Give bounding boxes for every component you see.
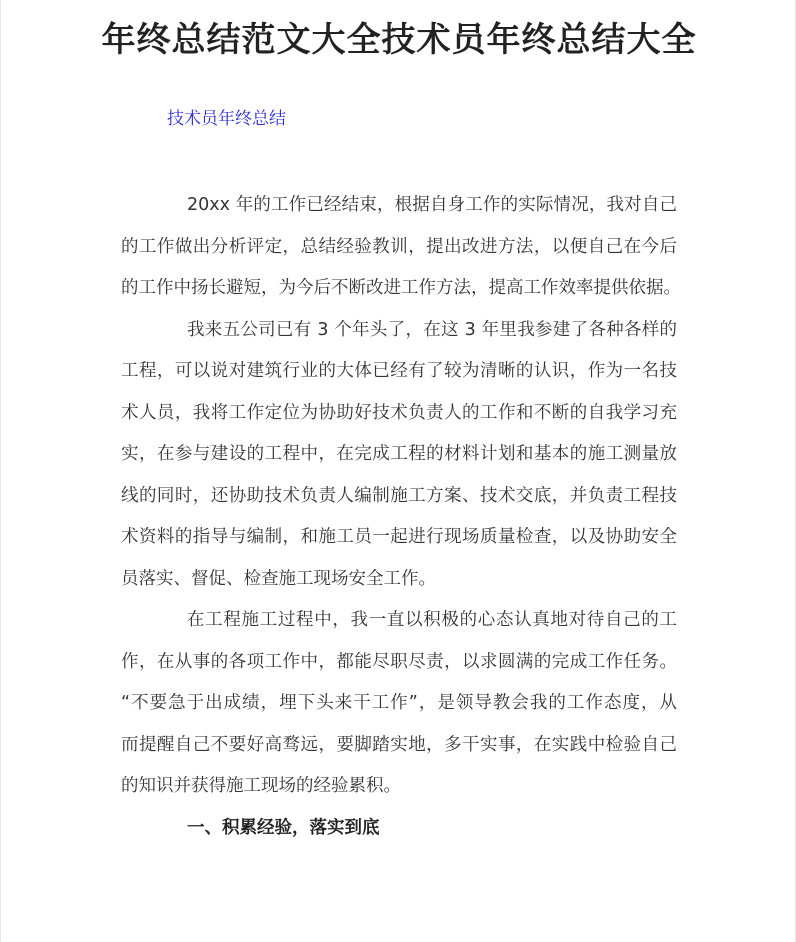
paragraph-line: 员落实、督促、检查施工现场安全工作。 xyxy=(121,568,436,589)
document-subtitle: 技术员年终总结 xyxy=(167,109,286,129)
document-title: 年终总结范文大全技术员年终总结大全 xyxy=(101,20,697,60)
paragraph-line: 术资料的指导与编制，和施工员一起进行现场质量检查，以及协助安全 xyxy=(121,527,677,547)
paragraph-line: 作，在从事的各项工作中，都能尽职尽责，以求圆满的完成工作任务。 xyxy=(121,651,677,672)
paragraph-line: “不要急于出成绩，埋下头来干工作”，是领导教会我的工作态度，从 xyxy=(121,693,677,713)
paragraph-line: 而提醒自己不要好高骛远，要脚踏实地，多干实事，在实践中检验自己 xyxy=(121,734,677,755)
paragraph-line: 工程，可以说对建筑行业的大体已经有了较为清晰的认识，作为一名技 xyxy=(121,361,677,381)
paragraph-line: 的知识并获得施工现场的经验累积。 xyxy=(121,776,401,796)
paragraph-line: 线的同时，还协助技术负责人编制施工方案、技术交底，并负责工程技 xyxy=(121,485,677,506)
paragraph-line: 实，在参与建设的工程中，在完成工程的材料计划和基本的施工测量放 xyxy=(121,444,677,464)
document-body xyxy=(121,185,681,849)
paragraph-line: 在工程施工过程中，我一直以积极的心态认真地对待自己的工 xyxy=(187,610,677,630)
paragraph-line: 我来五公司已有 3 个年头了，在这 3 年里我参建了各种各样的 xyxy=(187,319,677,340)
paragraph-line: 20xx 年的工作已经结束，根据自身工作的实际情况，我对自己 xyxy=(187,195,677,215)
section-heading: 一、积累经验，落实到底 xyxy=(187,817,380,838)
paragraph-line: 的工作做出分析评定，总结经验教训，提出改进方法，以便自己在今后 xyxy=(121,236,677,257)
paragraph-line: 术人员，我将工作定位为协助好技术负责人的工作和不断的自我学习充 xyxy=(121,402,677,423)
paragraph-line: 的工作中扬长避短，为今后不断改进工作方法，提高工作效率提供依据。 xyxy=(121,278,681,298)
